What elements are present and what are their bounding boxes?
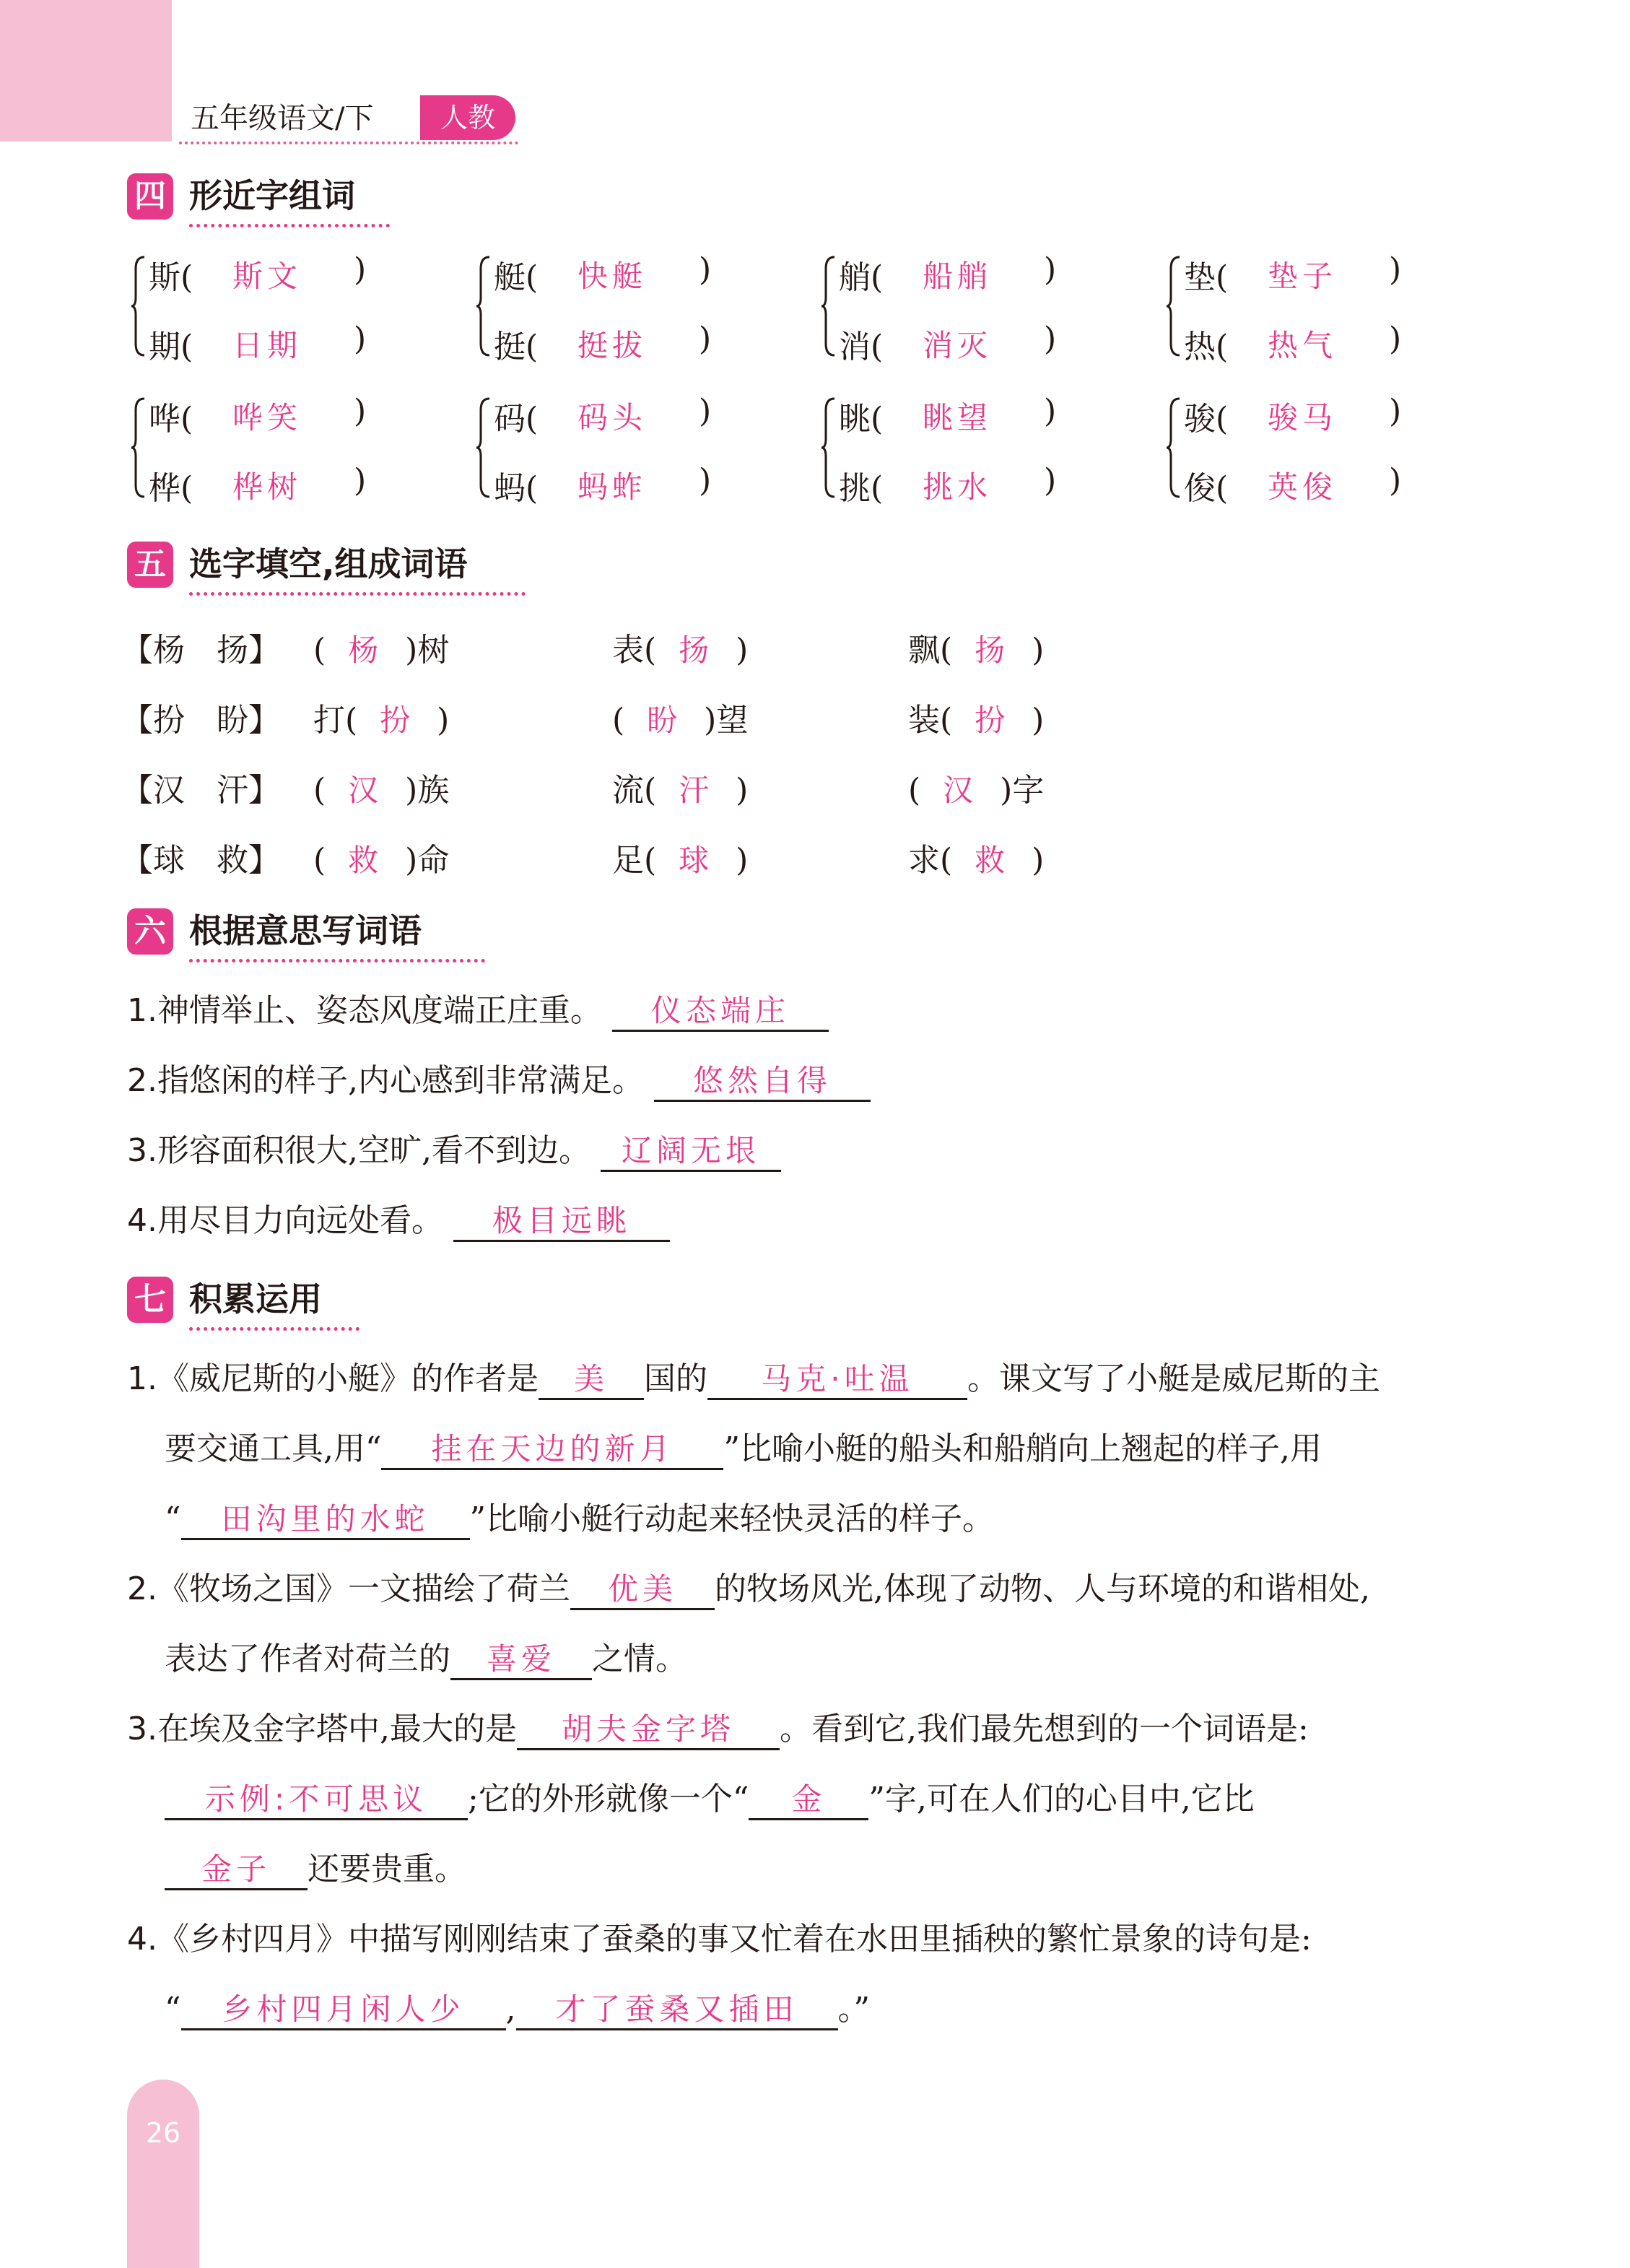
group-answer-b: 热气 (1268, 328, 1338, 363)
group-char-b: 俊( (1184, 470, 1229, 507)
text: 《牧场之国》一文描绘了荷兰 (157, 1570, 570, 1607)
brace-icon (820, 256, 837, 360)
group-char-b: 蚂( (494, 470, 539, 507)
cell-answer: 杨 (348, 633, 383, 668)
word-group (130, 393, 469, 516)
answer-blank: 才了蚕桑又插田 (516, 1991, 838, 2030)
group-char-a: 骏( (1184, 401, 1229, 438)
close-paren: ) (1044, 393, 1057, 430)
section-underline (189, 592, 526, 596)
word-group (475, 251, 814, 374)
char-pair: 【杨 扬】 (121, 632, 280, 669)
brace-icon (1165, 397, 1182, 501)
group-char-b: 挑( (839, 470, 884, 507)
cell-suffix: ) (1032, 632, 1045, 669)
cell-prefix: 足( (612, 842, 657, 879)
meaning-item (127, 1059, 871, 1103)
word-group (1165, 251, 1504, 374)
fill-cell (313, 834, 449, 880)
fill-cell (908, 624, 1044, 670)
fill-cell (612, 624, 748, 670)
section-number: 七 (127, 1277, 173, 1323)
text: ”比喻小艇行动起来轻快灵活的样子。 (469, 1500, 994, 1537)
brace-icon (820, 397, 837, 501)
group-answer-a: 船艄 (923, 258, 993, 294)
cell-answer: 扮 (380, 703, 415, 738)
section-title: 选字填空,组成词语 (189, 544, 468, 583)
close-paren: ) (354, 321, 367, 357)
cell-prefix: 装( (908, 702, 953, 739)
section-underline (189, 959, 485, 963)
corner-tab (0, 0, 172, 142)
item-number: 2. (127, 1062, 157, 1099)
section-title: 积累运用 (189, 1279, 322, 1318)
cell-suffix: ) (736, 632, 749, 669)
section-number: 六 (127, 908, 173, 955)
section-title: 根据意思写词语 (189, 911, 422, 950)
cell-suffix: ) (1032, 842, 1045, 879)
answer-blank: 金子 (165, 1851, 308, 1890)
text: ”比喻小艇的船头和船艄向上翘起的样子,用 (723, 1430, 1322, 1467)
text: ”字,可在人们的心目中,它比 (868, 1781, 1255, 1817)
text: 在埃及金字塔中,最大的是 (157, 1711, 517, 1747)
brace-icon (1165, 256, 1182, 360)
close-paren: ) (1044, 462, 1057, 499)
cell-answer: 救 (348, 843, 383, 878)
brace-icon (130, 397, 147, 501)
question-4-line-1 (127, 1918, 1312, 1961)
brace-icon (130, 256, 147, 360)
section-underline (189, 224, 390, 227)
cell-suffix: )字 (1000, 772, 1045, 809)
cell-prefix: 求( (908, 842, 953, 879)
close-paren: ) (699, 393, 712, 430)
cell-prefix: 流( (612, 772, 657, 809)
text: 之情。 (592, 1641, 687, 1677)
char-pair: 【汉 汗】 (121, 772, 280, 809)
cell-suffix: )树 (405, 632, 450, 669)
answer-blank: 极目远眺 (453, 1202, 670, 1242)
close-paren: ) (1389, 251, 1402, 288)
group-char-a: 哗( (149, 401, 193, 438)
close-paren: ) (1389, 321, 1402, 357)
answer-blank: 优美 (570, 1570, 715, 1610)
header-divider (179, 142, 518, 144)
section-title: 形近字组词 (189, 176, 355, 215)
close-paren: ) (354, 393, 367, 430)
answer-blank: 辽阔无垠 (601, 1132, 781, 1172)
group-answer-b: 消灭 (923, 328, 993, 363)
cell-answer: 球 (679, 843, 714, 878)
answer-blank: 乡村四月闲人少 (181, 1991, 506, 2030)
meaning-item (127, 989, 829, 1033)
word-group (820, 393, 1159, 516)
question-number: 3. (127, 1711, 157, 1747)
cell-suffix: ) (736, 772, 749, 809)
cell-answer: 汉 (943, 773, 978, 808)
group-char-b: 热( (1184, 329, 1229, 365)
question-3-line-2 (165, 1778, 1255, 1821)
fill-cell (908, 834, 1044, 880)
group-answer-b: 挺拔 (578, 328, 648, 363)
text: 国的 (643, 1360, 707, 1397)
group-answer-a: 眺望 (923, 400, 993, 435)
cell-prefix: ( (313, 632, 326, 669)
group-answer-a: 哗笑 (232, 400, 302, 435)
answer-blank: 挂在天边的新月 (381, 1430, 723, 1470)
word-group (820, 251, 1159, 374)
text: 要交通工具,用“ (165, 1430, 382, 1467)
group-char-a: 艇( (494, 259, 539, 296)
fill-cell (908, 764, 1044, 810)
close-paren: ) (699, 251, 712, 288)
fill-cell (313, 624, 449, 670)
item-number: 3. (127, 1132, 157, 1169)
fill-row (121, 624, 1138, 669)
text: 《乡村四月》中描写刚刚结束了蚕桑的事又忙着在水田里插秧的繁忙景象的诗句是: (157, 1921, 1312, 1958)
close-paren: ) (1044, 321, 1057, 357)
group-char-a: 码( (494, 401, 539, 438)
fill-row (121, 834, 1138, 879)
group-char-b: 消( (839, 329, 884, 365)
group-char-b: 桦( (149, 470, 193, 507)
group-answer-b: 日期 (232, 328, 302, 363)
answer-blank: 悠然自得 (654, 1062, 871, 1102)
item-number: 1. (127, 992, 157, 1029)
char-pair: 【扮 盼】 (121, 702, 280, 739)
cell-prefix: ( (908, 772, 921, 809)
text: “ (165, 1991, 181, 2028)
close-paren: ) (699, 462, 712, 499)
group-char-a: 艄( (839, 259, 884, 296)
close-paren: ) (354, 462, 367, 499)
text: 。” (837, 1991, 870, 2028)
question-number: 1. (127, 1360, 157, 1397)
group-char-b: 挺( (494, 329, 539, 365)
item-text: 用尽目力向远处看。 (157, 1202, 443, 1239)
text: ;它的外形就像一个“ (468, 1781, 749, 1817)
section-number: 四 (127, 173, 173, 220)
cell-answer: 汗 (679, 773, 714, 808)
answer-blank: 喜爱 (450, 1641, 592, 1680)
answer-blank: 示例:不可思议 (165, 1781, 468, 1820)
group-answer-b: 桦树 (232, 469, 302, 505)
text: “ (165, 1500, 181, 1537)
group-answer-b: 英俊 (1268, 469, 1338, 505)
text: 还要贵重。 (308, 1851, 466, 1887)
fill-row (121, 764, 1138, 809)
cell-answer: 汉 (348, 773, 383, 808)
cell-prefix: ( (313, 772, 326, 809)
page-number: 26 (145, 2117, 181, 2149)
word-group (130, 251, 469, 374)
char-pair: 【球 救】 (121, 842, 280, 879)
question-number: 4. (127, 1921, 157, 1958)
cell-suffix: )命 (405, 842, 450, 879)
header-title: 五年级语文/下 (191, 102, 374, 135)
question-1-line-2 (165, 1428, 1322, 1471)
group-char-b: 期( (149, 329, 193, 365)
answer-blank: 胡夫金字塔 (517, 1711, 780, 1750)
question-4-line-2 (165, 1988, 870, 2031)
close-paren: ) (699, 321, 712, 357)
cell-answer: 盼 (647, 703, 682, 738)
word-group (1165, 393, 1504, 516)
fill-row (121, 694, 1138, 739)
fill-cell (612, 694, 748, 740)
meaning-item (127, 1129, 781, 1173)
group-char-a: 眺( (839, 401, 884, 438)
group-answer-a: 快艇 (578, 258, 648, 294)
fill-cell (612, 764, 748, 810)
text: , (505, 1991, 516, 2028)
cell-prefix: 表( (612, 632, 657, 669)
text: 。看到它,我们最先想到的一个词语是: (779, 1711, 1309, 1747)
item-text: 形容面积很大,空旷,看不到边。 (157, 1132, 590, 1169)
group-answer-a: 码头 (578, 400, 648, 435)
group-answer-a: 骏马 (1268, 400, 1338, 435)
item-number: 4. (127, 1202, 157, 1239)
group-answer-a: 垫子 (1268, 258, 1338, 294)
cell-suffix: ) (437, 702, 450, 739)
brace-icon (475, 256, 492, 360)
cell-prefix: ( (612, 702, 625, 739)
text: 的牧场风光,体现了动物、人与环境的和谐相处, (714, 1570, 1370, 1607)
cell-suffix: )望 (704, 702, 749, 739)
close-paren: ) (354, 251, 367, 288)
brace-icon (475, 397, 492, 501)
text: 表达了作者对荷兰的 (165, 1641, 450, 1677)
answer-blank: 仪态端庄 (612, 992, 829, 1032)
question-2-line-2 (165, 1638, 687, 1681)
cell-prefix: 打( (313, 702, 358, 739)
section-underline (189, 1327, 359, 1331)
group-answer-b: 挑水 (923, 469, 993, 505)
group-char-a: 垫( (1184, 259, 1229, 296)
header-badge: 人教 (420, 95, 515, 140)
group-answer-b: 蚂蚱 (578, 469, 648, 505)
cell-answer: 扬 (975, 633, 1010, 668)
cell-answer: 扬 (679, 633, 714, 668)
close-paren: ) (1389, 462, 1402, 499)
cell-suffix: ) (736, 842, 749, 879)
question-3-line-1 (127, 1708, 1309, 1751)
answer-blank: 田沟里的水蛇 (181, 1500, 470, 1540)
question-1-line-1 (127, 1357, 1380, 1401)
text: 《威尼斯的小艇》的作者是 (157, 1360, 539, 1397)
group-char-a: 斯( (149, 259, 193, 296)
answer-blank: 马克·吐温 (707, 1360, 967, 1400)
cell-prefix: ( (313, 842, 326, 879)
cell-prefix: 飘( (908, 632, 953, 669)
item-text: 指悠闲的样子,内心感到非常满足。 (157, 1062, 644, 1099)
answer-blank: 美 (539, 1360, 644, 1400)
fill-cell (313, 694, 449, 740)
cell-suffix: )族 (405, 772, 450, 809)
answer-blank: 金 (749, 1781, 868, 1820)
fill-cell (313, 764, 449, 810)
question-2-line-1 (127, 1568, 1370, 1611)
group-answer-a: 斯文 (232, 258, 302, 294)
word-group (475, 393, 814, 516)
page-tab (127, 2080, 199, 2268)
cell-answer: 救 (975, 843, 1010, 878)
cell-suffix: ) (1032, 702, 1045, 739)
question-1-line-3 (165, 1498, 994, 1541)
fill-cell (908, 694, 1044, 740)
question-number: 2. (127, 1570, 157, 1607)
close-paren: ) (1044, 251, 1057, 288)
cell-answer: 扮 (975, 703, 1010, 738)
section-number: 五 (127, 542, 173, 588)
text: 。课文写了小艇是威尼斯的主 (967, 1360, 1380, 1397)
item-text: 神情举止、姿态风度端正庄重。 (157, 992, 602, 1029)
close-paren: ) (1389, 393, 1402, 430)
question-3-line-3 (165, 1848, 466, 1891)
fill-cell (612, 834, 748, 880)
meaning-item (127, 1199, 670, 1243)
